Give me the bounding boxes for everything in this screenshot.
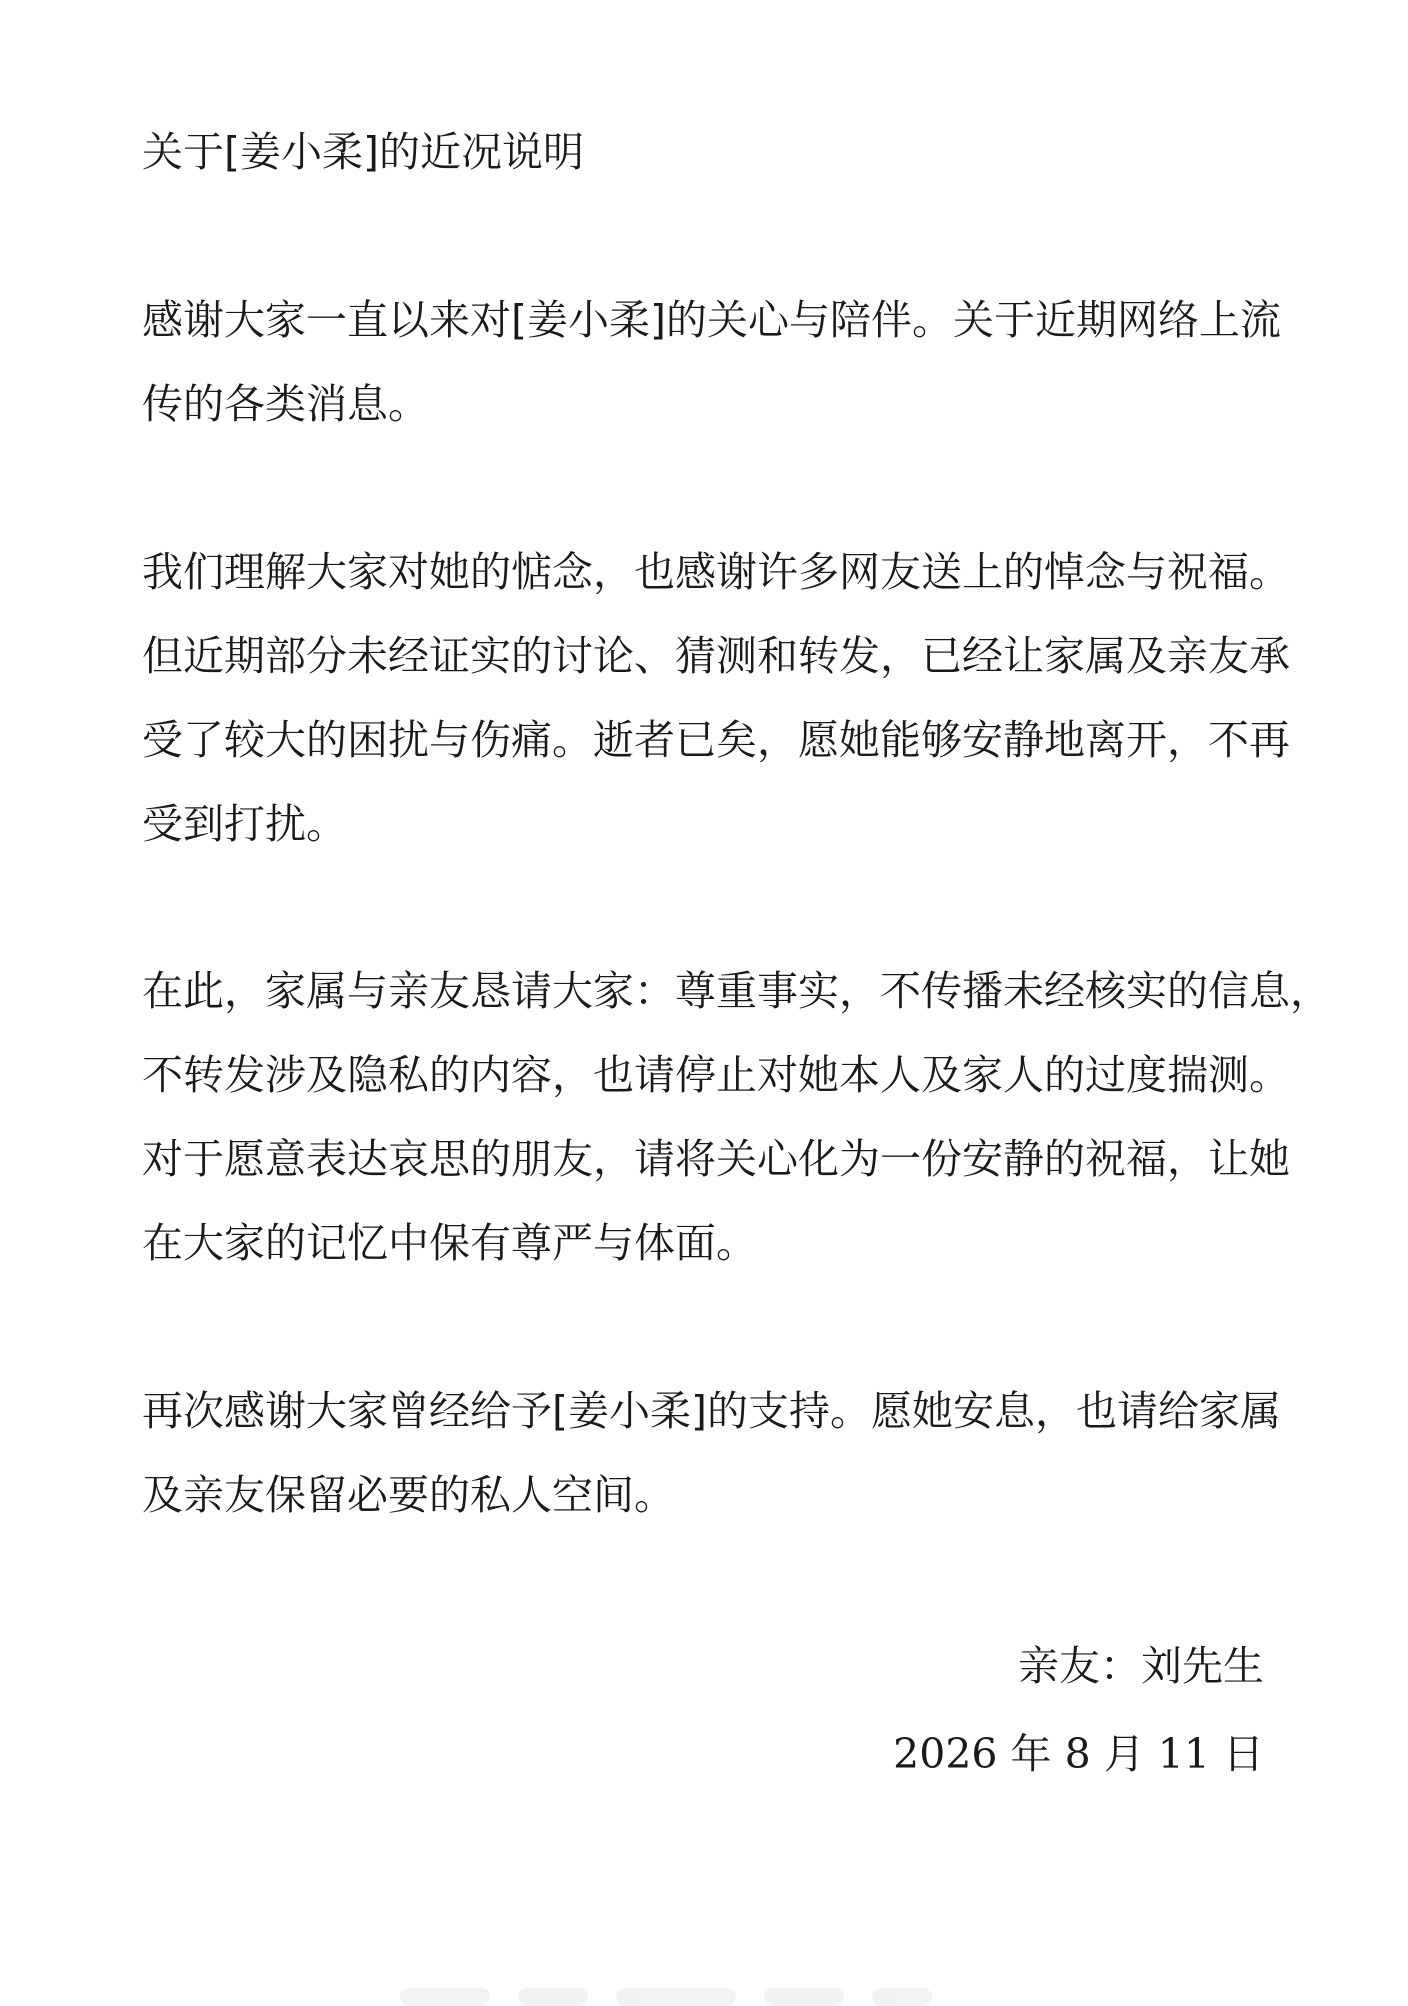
faint-watermark — [400, 1978, 1100, 2006]
paragraph-line: 再次感谢大家曾经给予[姜小柔]的支持。愿她安息，也请给家属 — [142, 1387, 1281, 1435]
paragraph-line: 受到打扰。 — [142, 800, 347, 848]
date-year: 2026 — [893, 1730, 998, 1778]
date-year-unit: 年 — [1010, 1730, 1052, 1778]
paragraph-3 — [142, 949, 1331, 1285]
paragraph-2 — [142, 530, 1290, 866]
watermark-mark — [872, 1988, 932, 2006]
watermark-mark — [400, 1988, 490, 2006]
watermark-mark — [518, 1988, 588, 2006]
document-title: 关于[姜小柔]的近况说明 — [142, 128, 584, 176]
paragraph-line: 对于愿意表达哀思的朋友，请将关心化为一份安静的祝福，让她 — [142, 1135, 1290, 1183]
paragraph-line: 传的各类消息。 — [142, 380, 429, 428]
paragraph-line: 感谢大家一直以来对[姜小柔]的关心与陪伴。关于近期网络上流 — [142, 296, 1281, 344]
date-month-unit: 月 — [1103, 1730, 1145, 1778]
paragraph-line: 在此，家属与亲友恳请大家：尊重事实，不传播未经核实的信息， — [142, 967, 1331, 1015]
date-day-unit: 日 — [1223, 1730, 1264, 1778]
watermark-mark — [616, 1988, 736, 2006]
paragraph-1 — [142, 278, 1281, 446]
paragraph-line: 不转发涉及隐私的内容，也请停止对她本人及家人的过度揣测。 — [142, 1051, 1290, 1099]
paragraph-line: 及亲友保留必要的私人空间。 — [142, 1471, 675, 1519]
paragraph-4 — [142, 1369, 1281, 1537]
paragraph-line: 在大家的记忆中保有尊严与体面。 — [142, 1219, 757, 1267]
paragraph-line: 我们理解大家对她的惦念，也感谢许多网友送上的悼念与祝福。 — [142, 548, 1290, 596]
signature: 亲友：刘先生 — [1018, 1642, 1264, 1690]
date-month: 8 — [1064, 1730, 1091, 1778]
watermark-mark — [764, 1988, 844, 2006]
paragraph-line: 受了较大的困扰与伤痛。逝者已矣，愿她能够安静地离开，不再 — [142, 716, 1290, 764]
date-line — [893, 1724, 1264, 1784]
date-day: 11 — [1157, 1730, 1210, 1778]
paragraph-line: 但近期部分未经证实的讨论、猜测和转发，已经让家属及亲友承 — [142, 632, 1290, 680]
